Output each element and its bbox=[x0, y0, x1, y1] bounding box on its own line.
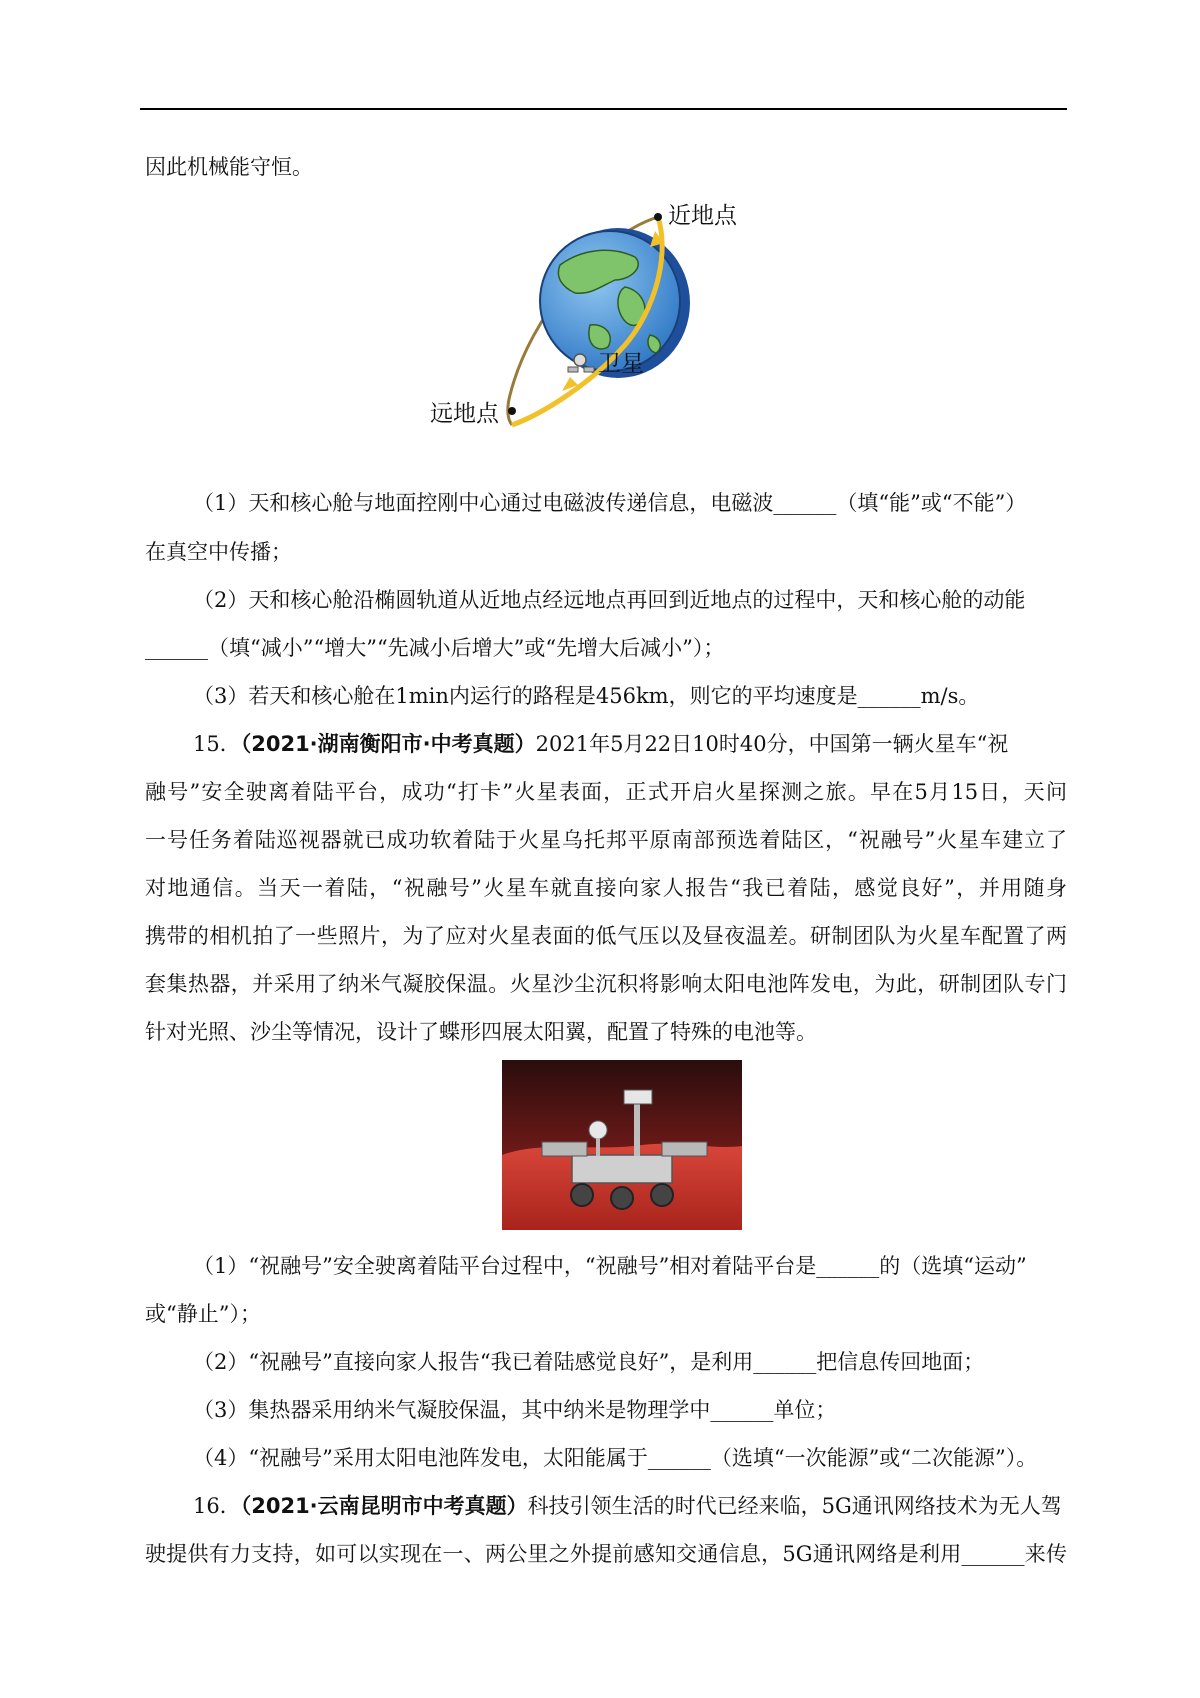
q15-sub1-line1: （1）“祝融号”安全驶离着陆平台过程中，“祝融号”相对着陆平台是______的（选填“运动” bbox=[193, 1254, 1027, 1278]
q15-text-line3: 一号任务着陆巡视器就已成功软着陆于火星乌托邦平原南部预选着陆区，“祝融号”火星车建立了 bbox=[145, 828, 1067, 852]
mars-rover-photo bbox=[502, 1060, 742, 1230]
q15-sub1-line2: 或“静止”）； bbox=[145, 1302, 261, 1326]
perigee-label: 近地点 bbox=[668, 203, 737, 229]
q16-text-line2: 驶提供有力支持，如可以实现在一、两公里之外提前感知交通信息，5G通讯网络是利用______来传 bbox=[145, 1542, 1067, 1566]
apogee-label: 远地点 bbox=[430, 401, 499, 427]
q15-text-line6: 套集热器，并采用了纳米气凝胶保温。火星沙尘沉积将影响太阳电池阵发电，为此，研制团队专门 bbox=[145, 972, 1067, 996]
q14-sub2-line1: （2）天和核心舱沿椭圆轨道从近地点经远地点再回到近地点的过程中，天和核心舱的动能 bbox=[193, 588, 1026, 612]
q15-first-line bbox=[193, 729, 1008, 759]
q15-text-line5: 携带的相机拍了一些照片，为了应对火星表面的低气压以及昼夜温差。研制团队为火星车配置了两 bbox=[145, 924, 1067, 948]
orbit-figure bbox=[430, 195, 770, 465]
previous-answer-tail: 因此机械能守恒。 bbox=[145, 155, 313, 179]
q15-text-line7: 针对光照、沙尘等情况，设计了蝶形四展太阳翼，配置了特殊的电池等。 bbox=[145, 1020, 817, 1044]
q14-sub1-line1: （1）天和核心舱与地面控刚中心通过电磁波传递信息，电磁波______（填“能”或“不能”） bbox=[193, 491, 1027, 515]
header-rule bbox=[140, 108, 1067, 110]
q15-number: 15． bbox=[193, 732, 241, 756]
q16-first-line bbox=[193, 1491, 1062, 1521]
q15-text-line1: 2021年5月22日10时40分，中国第一辆火星车“祝 bbox=[535, 732, 1009, 756]
q15-text-line2: 融号”安全驶离着陆平台，成功“打卡”火星表面，正式开启火星探测之旅。早在5月15日，天问 bbox=[145, 780, 1067, 804]
q16-number: 16． bbox=[193, 1494, 241, 1518]
q15-sub4: （4）“祝融号”采用太阳电池阵发电，太阳能属于______（选填“一次能源”或“二次能源”）。 bbox=[193, 1446, 1038, 1470]
q15-sub2: （2）“祝融号”直接向家人报告“我已着陆感觉良好”，是利用______把信息传回地面； bbox=[193, 1350, 985, 1374]
q14-sub3: （3）若天和核心舱在1min内运行的路程是456km，则它的平均速度是______m/s。 bbox=[193, 684, 980, 708]
satellite-label: 卫星 bbox=[598, 351, 644, 377]
q14-sub1-line2: 在真空中传播； bbox=[145, 540, 292, 564]
q15-source: （2021·湖南衡阳市·中考真题） bbox=[240, 732, 536, 756]
q16-source: （2021·云南昆明市中考真题） bbox=[240, 1494, 528, 1518]
q14-sub2-line2: ______（填“减小”“增大”“先减小后增大”或“先增大后减小”）； bbox=[145, 636, 725, 660]
q15-sub3: （3）集热器采用纳米气凝胶保温，其中纳米是物理学中______单位； bbox=[193, 1398, 837, 1422]
q15-text-line4: 对地通信。当天一着陆，“祝融号”火星车就直接向家人报告“我已着陆，感觉良好”，并用随身 bbox=[145, 876, 1067, 900]
q16-text-line1: 科技引领生活的时代已经来临，5G通讯网络技术为无人驾 bbox=[527, 1494, 1062, 1518]
